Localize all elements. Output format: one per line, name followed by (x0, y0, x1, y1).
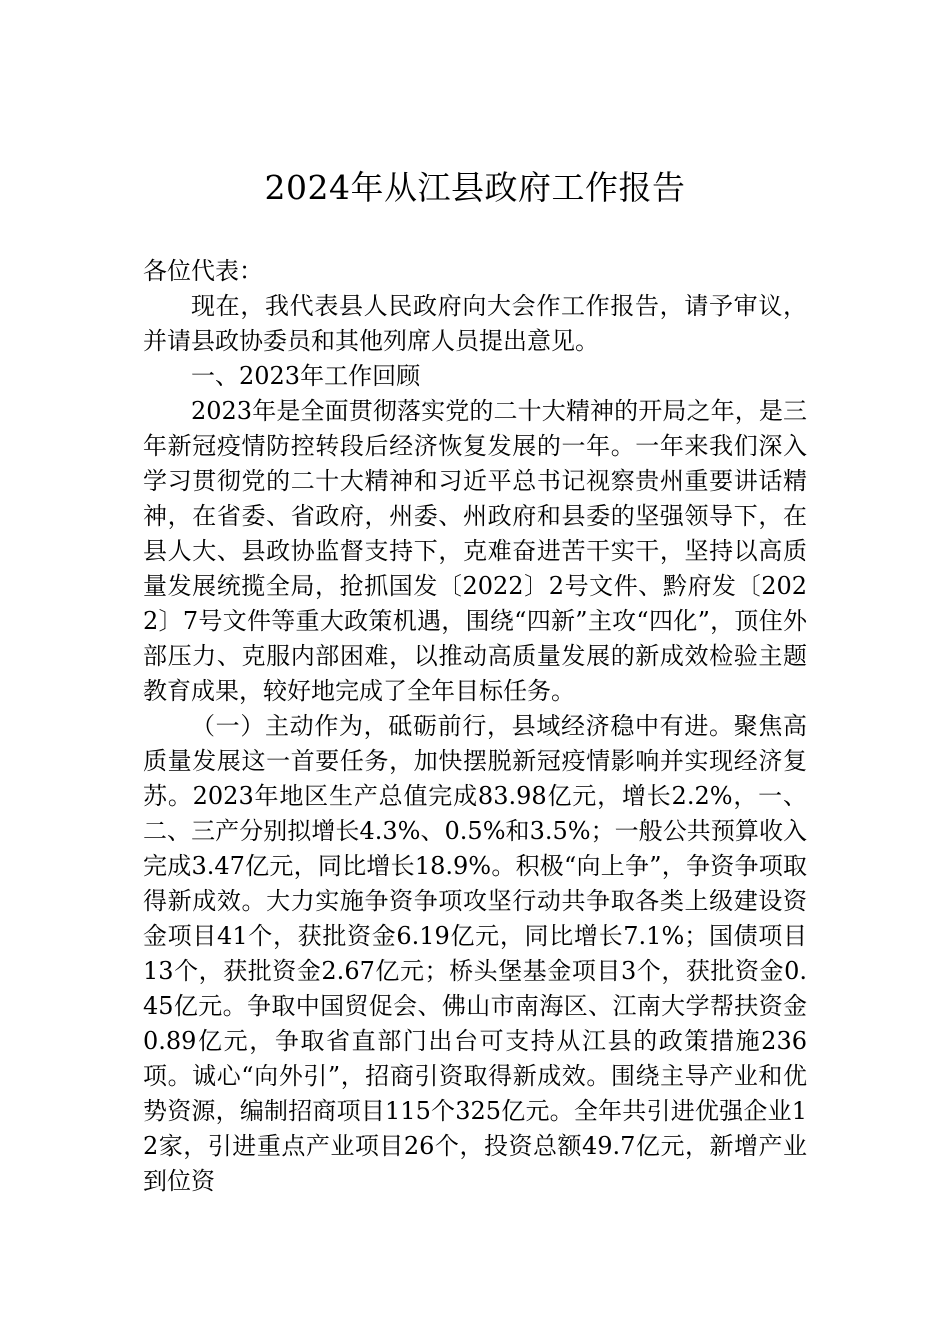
paragraph-economy: （一）主动作为，砥砺前行，县域经济稳中有进。聚焦高质量发展这一首要任务，加快摆脱新冠疫情影响并实现经济复苏。2023年地区生产总值完成83.98亿元，增长2.2%，一、二、三产分别拟增长4.3%、0.5%和3.5%；一般公共预算收入完成3.47亿元，同比增长18.9%。积极“向上争”，争资争项取得新成效。大力实施争资争项攻坚行动共争取各类上级建设资金项目41个，获批资金6.19亿元，同比增长7.1%；国债项目13个，获批资金2.67亿元；桥头堡基金项目3个，获批资金0.45亿元。争取中国贸促会、佛山市南海区、江南大学帮扶资金0.89亿元，争取省直部门出台可支持从江县的政策措施236项。诚心“向外引”，招商引资取得新成效。围绕主导产业和优势资源，编制招商项目115个325亿元。全年共引进优强企业12家，引进重点产业项目26个，投资总额49.7亿元，新增产业到位资 (143, 712, 807, 1195)
paragraph-review: 2023年是全面贯彻落实党的二十大精神的开局之年，是三年新冠疫情防控转段后经济恢复发展的一年。一年来我们深入学习贯彻党的二十大精神和习近平总书记视察贵州重要讲话精神，在省委、省政府，州委、州政府和县委的坚强领导下，在县人大、县政协监督支持下，克难奋进苦干实干，坚持以高质量发展统揽全局，抢抓国发〔2022〕2号文件、黔府发〔2022〕7号文件等重大政策机遇，围绕“四新”主攻“四化”，顶住外部压力、克服内部困难，以推动高质量发展的新成效检验主题教育成果，较好地完成了全年目标任务。 (143, 397, 807, 705)
document-body (143, 254, 807, 1199)
salutation: 各位代表： (143, 257, 263, 285)
section-heading: 一、2023年工作回顾 (191, 362, 421, 390)
paragraph-intro: 现在，我代表县人民政府向大会作工作报告，请予审议，并请县政协委员和其他列席人员提出意见。 (143, 292, 807, 355)
document-title: 2024年从江县政府工作报告 (264, 168, 686, 207)
